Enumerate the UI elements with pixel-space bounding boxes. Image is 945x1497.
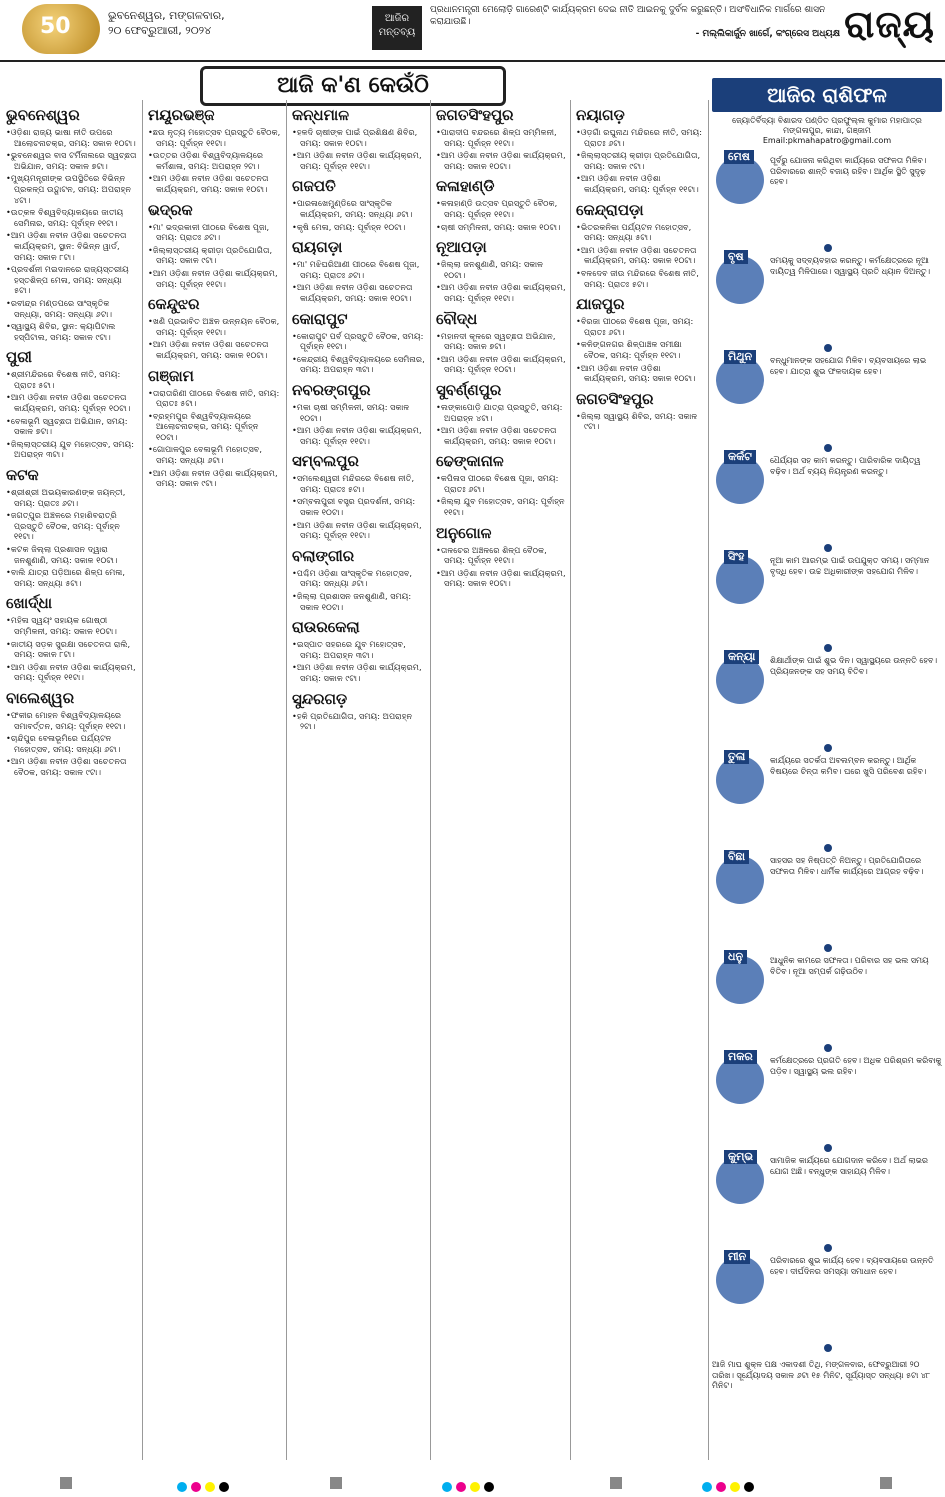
event-entry: • ମା' ମଝିଘରିଆଣୀ ପୀଠରେ ବିଶେଷ ପୂଜା, ସମୟ: ପ୍ରାତଃ ୬ଟା। (292, 259, 426, 280)
event-entry: • ଆମ ଓଡ଼ିଶା ନବୀନ ଓଡ଼ିଶା ସଚେତନତା କାର୍ଯ୍ୟକ୍ରମ, ସମୟ: ସକାଳ ୧୦ଟା। (292, 282, 426, 303)
zodiac-prediction: ଆଧୁନିକ କାମରେ ସଫଳତା। ପରିବାର ସହ ଭଲ ସମୟ ବିତିବ। ନୂଆ ସମ୍ପର୍କ ଗଢ଼ିଉଠିବ। (770, 956, 929, 976)
district-heading: ନବରଙ୍ଗପୁର (292, 380, 371, 399)
masthead (0, 0, 945, 62)
event-entry: • ବିରଜା ପୀଠରେ ବିଶେଷ ପୂଜା, ସମୟ: ପ୍ରାତଃ ୬ଟା। (576, 316, 704, 337)
zodiac-name: ସିଂହ (724, 550, 748, 564)
zodiac-entry (712, 550, 942, 646)
event-entry: • ଖଣି ପ୍ରଭାବିତ ଅଞ୍ଚଳ ଉନ୍ନୟନ ବୈଠକ, ସମୟ: ପୂର୍ବାହ୍ନ ୧୧ଟା। (148, 316, 282, 337)
event-entry: • ବାଲି ଯାତ୍ରା ପଡ଼ିଆରେ ଶିଳ୍ପ ମେଳା, ସମୟ: ସନ୍ଧ୍ୟା ୫ଟା। (6, 567, 138, 588)
event-entry: • ଆମ ଓଡ଼ିଶା ନବୀନ ଓଡ଼ିଶା କାର୍ଯ୍ୟକ୍ରମ, ସମୟ: ସକାଳ ୧୦ଟା। (436, 150, 566, 171)
cmyk-marks (175, 1477, 231, 1489)
event-entry: • ପଶ୍ଚିମ ଓଡ଼ିଶା ସାଂସ୍କୃତିକ ମହୋତ୍ସବ, ସମୟ: ସନ୍ଧ୍ୟା ୬ଟା। (292, 568, 426, 589)
event-entry: • ଉତ୍ତର ଓଡ଼ିଶା ବିଶ୍ୱବିଦ୍ୟାଳୟରେ କର୍ମଶାଳା, ସମୟ: ଅପରାହ୍ନ ୨ଟା। (148, 150, 282, 171)
zodiac-name: ଧନୁ (724, 950, 747, 964)
district-heading: ଗଞ୍ଜାମ (148, 366, 194, 385)
district-heading: ନୟାଗଡ଼ (576, 106, 625, 124)
district-heading: ବଲାଙ୍ଗୀର (292, 546, 355, 565)
event-entry: • ଆମ ଓଡ଼ିଶା ନବୀନ ଓଡ଼ିଶା କାର୍ଯ୍ୟକ୍ରମ, ସମୟ: ପୂର୍ବାହ୍ନ ୧୧ଟା। (576, 173, 704, 194)
district-heading: ସୁବର୍ଣ୍ଣପୁର (436, 380, 502, 399)
event-entry: • ଜିଲ୍ଲା ଜନଶୁଣାଣି, ସମୟ: ସକାଳ ୧୦ଟା। (436, 259, 566, 280)
district-heading: କେନ୍ଦୁଝର (148, 295, 200, 314)
zodiac-prediction: ପରିବାରରେ ଶୁଭ କାର୍ଯ୍ୟ ହେବ। ବ୍ୟବସାୟରେ ଉନ୍ନତି ହେବ। ଦୀର୍ଘଦିନର ସମସ୍ୟା ସମାଧାନ ହେବ। (770, 1256, 934, 1276)
district-heading: ଭଦ୍ରକ (148, 200, 193, 219)
district-heading: କଟକ (6, 466, 39, 485)
district-heading: ଗଜପତି (292, 177, 336, 196)
zodiac-entry (712, 750, 942, 846)
separator-dot (824, 1344, 832, 1352)
registration-mark (610, 1477, 622, 1489)
horoscope-panel (712, 78, 942, 1478)
column-divider (708, 100, 709, 1460)
astrologer-name: ଜ୍ୟୋତିର୍ବିଦ୍ୟା ବିଶାରଦ ପଣ୍ଡିତ ପ୍ରଫୁଲ୍ଲ କୁମାର ମହାପାତ୍ର (732, 116, 922, 125)
district-heading: ସୁନ୍ଦରଗଡ଼ (292, 689, 348, 708)
dateline-date: ୨୦ ଫେବ୍ରୁଆରୀ, ୨୦୨୪ (108, 24, 212, 37)
event-entry: • ଆମ ଓଡ଼ିଶା ନବୀନ ଓଡ଼ିଶା କାର୍ଯ୍ୟକ୍ରମ, ସମୟ: ପୂର୍ବାହ୍ନ ୧୧ଟା। (292, 150, 426, 171)
event-entry: • ହକି ପ୍ରତିଯୋଗିତା, ସମୟ: ଅପରାହ୍ନ ୨ଟା। (292, 711, 426, 732)
event-entry: • କୃଷି ମେଳା, ସମୟ: ପୂର୍ବାହ୍ନ ୧୦ଟା। (292, 222, 426, 233)
district-heading: ବାଲେଶ୍ୱର (6, 688, 75, 707)
event-entry: • ଜିଲ୍ଲା ଯୁବ ମହୋତ୍ସବ, ସମୟ: ପୂର୍ବାହ୍ନ ୧୧ଟା। (436, 496, 566, 517)
event-entry: • ସ୍ୱାସ୍ଥ୍ୟ ଶିବିର, ସ୍ଥାନ: କ୍ୟାପିଟାଲ ହସ୍ପିଟାଲ, ସମୟ: ସକାଳ ୯ଟା। (6, 321, 138, 342)
event-entry: • ଆମ ଓଡ଼ିଶା ନବୀନ ଓଡ଼ିଶା ସଚେତନତା ବୈଠକ, ସମୟ: ସକାଳ ୯ଟା। (6, 756, 138, 777)
zodiac-entry (712, 150, 942, 246)
zodiac-name: କୁମ୍ଭ (724, 1150, 757, 1164)
events-banner: ଆଜି କ'ଣ କେଉଁଠି (200, 66, 506, 106)
district-heading: କଳାହାଣ୍ଡି (436, 177, 495, 196)
event-entry: • ତାରାତାରିଣୀ ପୀଠରେ ବିଶେଷ ନୀତି, ସମୟ: ପ୍ରାତଃ ୫ଟା। (148, 388, 282, 409)
event-entry: • ମା' ଭଦ୍ରକାଳୀ ପୀଠରେ ବିଶେଷ ପୂଜା, ସମୟ: ପ୍ରାତଃ ୬ଟା। (148, 222, 282, 243)
event-entry: • ମହିଳା ସ୍ୱୟଂ ସହାୟକ ଗୋଷ୍ଠୀ ସମ୍ମିଳନୀ, ସମୟ: ସକାଳ ୧୦ଟା। (6, 615, 138, 636)
district-heading: ଭୁବନେଶ୍ୱର (6, 106, 80, 124)
event-entry: • ଓଡ଼ଗାଁ ରଘୁନାଥ ମନ୍ଦିରରେ ନୀତି, ସମୟ: ପ୍ରାତଃ ୬ଟା। (576, 127, 704, 148)
separator-dot (824, 1044, 832, 1052)
dateline-place-day: ଭୁବନେଶ୍ୱର, ମଙ୍ଗଳବାର, (108, 9, 225, 22)
column-divider (430, 100, 431, 1460)
events-column-3 (292, 100, 426, 1460)
event-entry: • ଗୋପାଳପୁର ବେଳାଭୂମି ମହୋତ୍ସବ, ସମୟ: ସନ୍ଧ୍ୟା ୬ଟା। (148, 444, 282, 465)
event-entry: • ସମଲେଶ୍ୱରୀ ମନ୍ଦିରରେ ବିଶେଷ ନୀତି, ସମୟ: ପ୍ରାତଃ ୫ଟା। (292, 473, 426, 494)
zodiac-entry (712, 350, 942, 446)
separator-dot (824, 244, 832, 252)
separator-dot (824, 444, 832, 452)
zodiac-name: ତୁଳା (724, 750, 749, 764)
zodiac-prediction: କାର୍ଯ୍ୟରେ ସତର୍କତା ଅବଲମ୍ବନ କରନ୍ତୁ। ଆର୍ଥିକ ବିଷୟରେ ଚିନ୍ତା କମିବ। ଘରେ ଖୁସି ପରିବେଶ ରହିବ। (770, 756, 927, 776)
event-entry: • ଇସ୍ପାତ ସହରରେ ଯୁବ ମହୋତ୍ସବ, ସମୟ: ଅପରାହ୍ନ ୩ଟା। (292, 639, 426, 660)
event-entry: • ଆମ ଓଡ଼ିଶା ନବୀନ ଓଡ଼ିଶା କାର୍ଯ୍ୟକ୍ରମ, ସମୟ: ପୂର୍ବାହ୍ନ ୧୧ଟା। (148, 268, 282, 289)
registration-mark (60, 1477, 72, 1489)
event-entry: • ଉତ୍କଳ ବିଶ୍ୱବିଦ୍ୟାଳୟରେ ଜାତୀୟ ସେମିନାର, ସମୟ: ପୂର୍ବାହ୍ନ ୧୧ଟା। (6, 207, 138, 228)
event-entry: • ଚାଷୀ ସମ୍ମିଳନୀ, ସମୟ: ସକାଳ ୧୦ଟା। (436, 222, 566, 233)
event-entry: • ଜିଲ୍ଲାସ୍ତରୀୟ ଯୁବ ମହୋତ୍ସବ, ସମୟ: ଅପରାହ୍ନ ୩ଟା। (6, 439, 138, 460)
events-column-1 (6, 100, 138, 1460)
event-entry: • ଆମ ଓଡ଼ିଶା ନବୀନ ଓଡ଼ିଶା ସଚେତନତା କାର୍ଯ୍ୟକ୍ରମ, ସମୟ: ସକାଳ ୧୦ଟା। (436, 425, 566, 446)
separator-dot (824, 1244, 832, 1252)
district-heading: କେନ୍ଦ୍ରାପଡ଼ା (576, 200, 644, 219)
district-heading: ମୟୂରଭଞ୍ଜ (148, 106, 215, 124)
event-entry: • ଆମ ଓଡ଼ିଶା ନବୀନ ଓଡ଼ିଶା କାର୍ଯ୍ୟକ୍ରମ, ସମୟ: ସକାଳ ୯ଟା। (292, 662, 426, 683)
event-entry: • ଜିଲ୍ଲାସ୍ତରୀୟ କ୍ରୀଡ଼ା ପ୍ରତିଯୋଗିତା, ସମୟ: ସକାଳ ୯ଟା। (576, 150, 704, 171)
event-entry: • ମୁଖ୍ୟମନ୍ତ୍ରୀଙ୍କ ଉପସ୍ଥିତିରେ ବିଭିନ୍ନ ପ୍ରକଳ୍ପ ଉଦ୍ଘାଟନ, ସମୟ: ଅପରାହ୍ନ ୪ଟା। (6, 173, 138, 205)
zodiac-entry (712, 1250, 942, 1346)
event-entry: • ମକା ଚାଷୀ ସମ୍ମିଳନୀ, ସମୟ: ସକାଳ ୧୦ଟା। (292, 402, 426, 423)
column-divider (142, 100, 143, 1460)
event-entry: • କଳାହାଣ୍ଡି ଉତ୍ସବ ପ୍ରସ୍ତୁତି ବୈଠକ, ସମୟ: ପୂର୍ବାହ୍ନ ୧୧ଟା। (436, 198, 566, 219)
zodiac-entry (712, 250, 942, 346)
column-divider (286, 100, 287, 1460)
district-heading: ସମ୍ବଲପୁର (292, 452, 359, 471)
event-entry: • ଆମ ଓଡ଼ିଶା ନବୀନ ଓଡ଼ିଶା କାର୍ଯ୍ୟକ୍ରମ, ସମୟ: ପୂର୍ବାହ୍ନ ୧୧ଟା। (292, 520, 426, 541)
zodiac-entry (712, 950, 942, 1046)
district-heading: ଖୋର୍ଦ୍ଧା (6, 594, 53, 613)
separator-dot (824, 544, 832, 552)
event-entry: • ଆମ ଓଡ଼ିଶା ନବୀନ ଓଡ଼ିଶା ସଚେତନତା କାର୍ଯ୍ୟକ୍ରମ, ସମୟ: ପୂର୍ବାହ୍ନ ୧୦ଟା। (6, 392, 138, 413)
astrologer-address: ମଙ୍ଗଳାପୁର, କାନ୍ଦା, ଗଞ୍ଜାମ (783, 126, 871, 135)
event-entry: • ଲଙ୍କାପୋଡ଼ି ଯାତ୍ରା ପ୍ରସ୍ତୁତି, ସମୟ: ଅପରାହ୍ନ ୪ଟା। (436, 402, 566, 423)
event-entry: • ଜଗତ୍‌ପୁର ଅଞ୍ଚଳରେ ମହାଶିବରାତ୍ରି ପ୍ରସ୍ତୁତି ବୈଠକ, ସମୟ: ପୂର୍ବାହ୍ନ ୧୧ଟା। (6, 510, 138, 542)
event-entry: • କୋରାପୁଟ ପର୍ବ ପ୍ରସ୍ତୁତି ବୈଠକ, ସମୟ: ପୂର୍ବାହ୍ନ ୧୧ଟା। (292, 331, 426, 352)
event-entry: • ଜାତୀୟ ସଡ଼କ ସୁରକ୍ଷା ସଚେତନତା ରାଲି, ସମୟ: ସକାଳ ୮ଟା। (6, 639, 138, 660)
zodiac-name: ବୃଷ (724, 250, 748, 264)
zodiac-entry (712, 450, 942, 546)
dateline (108, 8, 225, 38)
zodiac-entry (712, 850, 942, 946)
cmyk-marks (440, 1477, 496, 1489)
zodiac-prediction: ଶିକ୍ଷାର୍ଥୀଙ୍କ ପାଇଁ ଶୁଭ ଦିନ। ସ୍ୱାସ୍ଥ୍ୟରେ ଉନ୍ନତି ହେବ। ପ୍ରିୟଜନଙ୍କ ସହ ସମୟ ବିତିବ। (770, 656, 938, 676)
astrologer-email: Email:pkmahapatro@gmail.com (762, 136, 892, 145)
district-heading: ଅନୁଗୋଳ (436, 523, 492, 542)
zodiac-entry (712, 1050, 942, 1146)
event-entry: • ଜିଲ୍ଲା ପ୍ରଶାସନ ଜନଶୁଣାଣି, ସମୟ: ସକାଳ ୧୦ଟା। (292, 591, 426, 612)
event-entry: • ଓଡ଼ିଶା ରାଜ୍ୟ ଭାଷା ନୀତି ଉପରେ ଆଲୋଚନାଚକ୍ର, ସମୟ: ସକାଳ ୧୦ଟା। (6, 127, 138, 148)
event-entry: • ଆମ ଓଡ଼ିଶା ନବୀନ ଓଡ଼ିଶା କାର୍ଯ୍ୟକ୍ରମ, ସମୟ: ସକାଳ ୧୦ଟା। (436, 568, 566, 589)
zodiac-prediction: ବନ୍ଧୁମାନଙ୍କ ସହଯୋଗ ମିଳିବ। ବ୍ୟବସାୟରେ ଲାଭ ହେବ। ଯାତ୍ରା ଶୁଭ ଫଳଦାୟକ ହେବ। (770, 356, 927, 376)
event-entry: • ଆମ ଓଡ଼ିଶା ନବୀନ ଓଡ଼ିଶା କାର୍ଯ୍ୟକ୍ରମ, ସମୟ: ସକାଳ ୧୦ଟା। (576, 363, 704, 384)
event-entry: • ଚାନ୍ଦିପୁର ବେଳାଭୂମିରେ ପର୍ଯ୍ୟଟନ ମହୋତ୍ସବ, ସମୟ: ସନ୍ଧ୍ୟା ୬ଟା। (6, 733, 138, 754)
zodiac-prediction: ପୂର୍ବରୁ ଯୋଜନା କରିଥିବା କାର୍ଯ୍ୟରେ ସଫଳତା ମିଳିବ। ପରିବାରରେ ଶାନ୍ତି ବଜାୟ ରହିବ। ଆର୍ଥିକ ସ୍ଥିତି ସୁଦୃଢ଼ ହେବ। (770, 156, 927, 186)
print-registration-footer (0, 1467, 945, 1497)
zodiac-entry (712, 650, 942, 746)
zodiac-name: ମିଥୁନ (724, 350, 756, 364)
event-entry: • କଳିଙ୍ଗନଗର ଶିଳ୍ପାଞ୍ଚଳ ସମୀକ୍ଷା ବୈଠକ, ସମୟ: ପୂର୍ବାହ୍ନ ୧୧ଟା। (576, 339, 704, 360)
quote-of-day (430, 4, 840, 40)
separator-dot (824, 344, 832, 352)
zodiac-entry (712, 1150, 942, 1246)
logo-number: 50 (40, 14, 71, 39)
registration-mark (330, 1477, 342, 1489)
zodiac-prediction: ନୂଆ କାମ ଆରମ୍ଭ ପାଇଁ ଉପଯୁକ୍ତ ସମୟ। ସମ୍ମାନ ବୃଦ୍ଧି ହେବ। ଉଚ୍ଚ ଅଧିକାରୀଙ୍କ ସହଯୋଗ ମିଳିବ। (770, 556, 930, 576)
district-heading: ରାଉରକେଲା (292, 618, 360, 637)
zodiac-name: ମେଷ (724, 150, 754, 164)
event-entry: • ଶ୍ରୀଶ୍ରୀ ଅଭୟକାରଣଙ୍କ ଜୟନ୍ତୀ, ସମୟ: ପ୍ରାତଃ ୬ଟା। (6, 487, 138, 508)
district-heading: ଜଗତସିଂହପୁର (576, 389, 654, 408)
zodiac-name: ମୀନ (724, 1250, 750, 1264)
event-entry: • ଭୁବନେଶ୍ୱର ବାସ ଟର୍ମିନାଲରେ ସ୍ୱଚ୍ଛତା ଅଭିଯାନ, ସମୟ: ସକାଳ ୭ଟା। (6, 150, 138, 171)
event-entry: • ପାରଳାଖେମୁଣ୍ଡିରେ ସାଂସ୍କୃତିକ କାର୍ଯ୍ୟକ୍ରମ, ସମୟ: ସନ୍ଧ୍ୟା ୬ଟା। (292, 198, 426, 219)
event-entry: • କପିଳାସ ପୀଠରେ ବିଶେଷ ପୂଜା, ସମୟ: ପ୍ରାତଃ ୬ଟା। (436, 473, 566, 494)
event-entry: • ଛଉ ନୃତ୍ୟ ମହୋତ୍ସବ ପ୍ରସ୍ତୁତି ବୈଠକ, ସମୟ: ପୂର୍ବାହ୍ନ ୧୧ଟା। (148, 127, 282, 148)
almanac-text: ଆଜି ମାଘ ଶୁକ୍ଳ ପକ୍ଷ ଏକାଦଶୀ ତିଥି, ମଙ୍ଗଳବାର, ଫେବ୍ରୁଆରୀ ୨୦ ତାରିଖ। ସୂର୍ଯ୍ୟୋଦୟ ସକାଳ ୬ଟା ୧୫ ମିନିଟ, ସୂର୍ଯ୍ୟାସ୍ତ ସନ୍ଧ୍ୟା ୫ଟା ୪୮ ମିନିଟ। (712, 1360, 931, 1390)
district-heading: ଜଗତସିଂହପୁର (436, 106, 514, 124)
district-heading: ରାୟଗଡ଼ା (292, 238, 343, 257)
anniversary-logo (22, 4, 100, 54)
event-entry: • ତାଳଚେର ଅଞ୍ଚଳରେ ଶିଳ୍ପ ବୈଠକ, ସମୟ: ପୂର୍ବାହ୍ନ ୧୧ଟା। (436, 545, 566, 566)
event-entry: • ମହାନଦୀ କୂଳରେ ସ୍ୱଚ୍ଛତା ଅଭିଯାନ, ସମୟ: ସକାଳ ୭ଟା। (436, 331, 566, 352)
event-entry: • କେନ୍ଦ୍ରୀୟ ବିଶ୍ୱବିଦ୍ୟାଳୟରେ ସେମିନାର, ସମୟ: ଅପରାହ୍ନ ୩ଟା। (292, 354, 426, 375)
zodiac-name: କର୍କଟ (724, 450, 756, 464)
cmyk-marks (700, 1477, 756, 1489)
horoscope-title: ଆଜିର ରାଶିଫଳ (712, 78, 942, 112)
event-entry: • ପାରାଦୀପ ବନ୍ଦରରେ ଶିଳ୍ପ ସମ୍ମିଳନୀ, ସମୟ: ପୂର୍ବାହ୍ନ ୧୧ଟା। (436, 127, 566, 148)
event-entry: • ଆମ ଓଡ଼ିଶା ନବୀନ ଓଡ଼ିଶା ସଚେତନତା କାର୍ଯ୍ୟକ୍ରମ, ସ୍ଥାନ: ବିଭିନ୍ନ ୱାର୍ଡ, ସମୟ: ସକାଳ ୮ଟା। (6, 230, 138, 262)
zodiac-prediction: ସାହସର ସହ ନିଷ୍ପତ୍ତି ନିଅନ୍ତୁ। ପ୍ରତିଯୋଗିତାରେ ସଫଳତା ମିଳିବ। ଧାର୍ମିକ କାର୍ଯ୍ୟରେ ଆଗ୍ରହ ବଢ଼ିବ। (770, 856, 924, 876)
event-entry: • ଭିତରକନିକା ପର୍ଯ୍ୟଟନ ମହୋତ୍ସବ, ସମୟ: ସନ୍ଧ୍ୟା ୫ଟା। (576, 222, 704, 243)
separator-dot (824, 1144, 832, 1152)
column-divider (570, 100, 571, 1460)
district-heading: ପୁରୀ (6, 348, 32, 367)
event-entry: • କଟକ ଜିଲ୍ଲା ପ୍ରଶାସନ ଦ୍ୱାରା ଜନଶୁଣାଣି, ସମୟ: ସକାଳ ୧୦ଟା। (6, 544, 138, 565)
event-entry: • ଶ୍ରୀମନ୍ଦିରରେ ବିଶେଷ ନୀତି, ସମୟ: ପ୍ରାତଃ ୫ଟା। (6, 369, 138, 390)
event-entry: • ଫକୀର ମୋହନ ବିଶ୍ୱବିଦ୍ୟାଳୟରେ ସମାବର୍ତ୍ତନ, ସମୟ: ପୂର୍ବାହ୍ନ ୧୧ଟା। (6, 710, 138, 731)
quote-author: - ମଲ୍ଲିକାର୍ଜୁନ ଖାର୍ଗେ, କଂଗ୍ରେସ ଅଧ୍ୟକ୍ଷ (695, 29, 840, 39)
zodiac-name: ବିଛା (724, 850, 749, 864)
event-entry: • ଜିଲ୍ଲାସ୍ତରୀୟ କ୍ରୀଡ଼ା ପ୍ରତିଯୋଗିତା, ସମୟ: ସକାଳ ୯ଟା। (148, 245, 282, 266)
event-entry: • ଆମ ଓଡ଼ିଶା ନବୀନ ଓଡ଼ିଶା ସଚେତନତା କାର୍ଯ୍ୟକ୍ରମ, ସମୟ: ସକାଳ ୧୦ଟା। (148, 173, 282, 194)
section-title: ରାଜ୍ୟ (844, 2, 935, 46)
event-entry: • ପ୍ରଦର୍ଶନୀ ମଇଦାନରେ ରାଜ୍ୟସ୍ତରୀୟ ହସ୍ତଶିଳ୍ପ ମେଳା, ସମୟ: ସନ୍ଧ୍ୟା ୫ଟା। (6, 264, 138, 296)
zodiac-list (712, 150, 942, 1346)
zodiac-prediction: ସାମାଜିକ କାର୍ଯ୍ୟରେ ଯୋଗଦାନ କରିବେ। ଅର୍ଥ ଲାଭର ଯୋଗ ଅଛି। ବନ୍ଧୁଙ୍କ ସାହାଯ୍ୟ ମିଳିବ। (770, 1156, 928, 1176)
events-column-2 (148, 100, 282, 1460)
event-entry: • ବ୍ରହ୍ମପୁର ବିଶ୍ୱବିଦ୍ୟାଳୟରେ ଆଲୋଚନାଚକ୍ର, ସମୟ: ପୂର୍ବାହ୍ନ ୧୦ଟା। (148, 411, 282, 443)
horoscope-byline (712, 116, 942, 146)
zodiac-prediction: ଧୈର୍ଯ୍ୟର ସହ କାମ କରନ୍ତୁ। ପାରିବାରିକ ଦାୟିତ୍ୱ ବଢ଼ିବ। ଅର୍ଥ ବ୍ୟୟ ନିୟନ୍ତ୍ରଣ କରନ୍ତୁ। (770, 456, 921, 476)
event-entry: • ରବୀନ୍ଦ୍ର ମଣ୍ଡପରେ ସାଂସ୍କୃତିକ ସନ୍ଧ୍ୟା, ସମୟ: ସନ୍ଧ୍ୟା ୬ଟା। (6, 298, 138, 319)
event-entry: • ଜିଲ୍ଲା ସ୍ୱାସ୍ଥ୍ୟ ଶିବିର, ସମୟ: ସକାଳ ୯ଟା। (576, 411, 704, 432)
event-entry: • ଆମ ଓଡ଼ିଶା ନବୀନ ଓଡ଼ିଶା କାର୍ଯ୍ୟକ୍ରମ, ସମୟ: ସକାଳ ୯ଟା। (148, 468, 282, 489)
event-entry: • ସମ୍ବଲପୁରୀ ବସ୍ତ୍ର ପ୍ରଦର୍ଶନୀ, ସମୟ: ସକାଳ ୧୦ଟା। (292, 496, 426, 517)
separator-dot (824, 744, 832, 752)
separator-dot (824, 844, 832, 852)
separator-dot (824, 944, 832, 952)
zodiac-prediction: ସମୟକୁ ସଦ୍‌ବ୍ୟବହାର କରନ୍ତୁ। କର୍ମକ୍ଷେତ୍ରରେ ନୂଆ ଦାୟିତ୍ୱ ମିଳିପାରେ। ସ୍ୱାସ୍ଥ୍ୟ ପ୍ରତି ଧ୍ୟାନ ଦିଅନ୍ତୁ। (770, 256, 931, 276)
district-heading: କନ୍ଧମାଳ (292, 106, 350, 124)
event-entry: • ଆମ ଓଡ଼ିଶା ନବୀନ ଓଡ଼ିଶା ସଚେତନତା କାର୍ଯ୍ୟକ୍ରମ, ସମୟ: ସକାଳ ୧୦ଟା। (148, 339, 282, 360)
separator-dot (824, 644, 832, 652)
zodiac-prediction: କର୍ମକ୍ଷେତ୍ରରେ ପ୍ରଗତି ହେବ। ଅଧିକ ପରିଶ୍ରମ କରିବାକୁ ପଡ଼ିବ। ସ୍ୱାସ୍ଥ୍ୟ ଭଲ ରହିବ। (770, 1056, 942, 1076)
district-heading: ନୂଆପଡ଼ା (436, 238, 487, 257)
district-heading: ଢେଙ୍କାନାଳ (436, 452, 504, 471)
event-entry: • ଆମ ଓଡ଼ିଶା ନବୀନ ଓଡ଼ିଶା କାର୍ଯ୍ୟକ୍ରମ, ସମୟ: ପୂର୍ବାହ୍ନ ୧୧ଟା। (436, 282, 566, 303)
zodiac-name: କନ୍ୟା (724, 650, 759, 664)
quote-text: ପ୍ରଧାନମନ୍ତ୍ରୀ ମେଲୋଡ଼ି ଗାରେଣ୍ଟି କାର୍ଯ୍ୟକ୍ରମ ଦେଇ ନୀତି ଆଇନକୁ ଦୁର୍ବଳ କରୁଛନ୍ତି। ଅସଂବିଧାନିକ ମାର୍ଗରେ ଶାସନ କରାଯାଉଛି। (430, 5, 826, 27)
event-entry: • ହଳଦି ଚାଷୀଙ୍କ ପାଇଁ ପ୍ରଶିକ୍ଷଣ ଶିବିର, ସମୟ: ସକାଳ ୧୦ଟା। (292, 127, 426, 148)
events-column-5 (576, 100, 704, 1460)
event-entry: • ଆମ ଓଡ଼ିଶା ନବୀନ ଓଡ଼ିଶା କାର୍ଯ୍ୟକ୍ରମ, ସମୟ: ପୂର୍ବାହ୍ନ ୧୦ଟା। (436, 354, 566, 375)
district-heading: କୋରାପୁଟ (292, 309, 348, 328)
registration-mark (880, 1477, 892, 1489)
event-entry: • ଆମ ଓଡ଼ିଶା ନବୀନ ଓଡ଼ିଶା କାର୍ଯ୍ୟକ୍ରମ, ସମୟ: ପୂର୍ବାହ୍ନ ୧୧ଟା। (6, 662, 138, 683)
events-column-4 (436, 100, 566, 1460)
district-heading: ଯାଜପୁର (576, 295, 625, 314)
event-entry: • ବେଳାଭୂମି ସ୍ୱଚ୍ଛତା ଅଭିଯାନ, ସମୟ: ସକାଳ ୭ଟା। (6, 416, 138, 437)
event-entry: • ଆମ ଓଡ଼ିଶା ନବୀନ ଓଡ଼ିଶା କାର୍ଯ୍ୟକ୍ରମ, ସମୟ: ପୂର୍ବାହ୍ନ ୧୧ଟା। (292, 425, 426, 446)
district-heading: ବୌଦ୍ଧ (436, 309, 478, 328)
event-entry: • ଆମ ଓଡ଼ିଶା ନବୀନ ଓଡ଼ିଶା ସଚେତନତା କାର୍ଯ୍ୟକ୍ରମ, ସମୟ: ସକାଳ ୧୦ଟା। (576, 245, 704, 266)
comment-box-label: ଆଜିର ମନ୍ତବ୍ୟ (372, 6, 422, 50)
zodiac-name: ମକର (724, 1050, 757, 1064)
event-entry: • ବଳଦେବ ଜୀଉ ମନ୍ଦିରରେ ବିଶେଷ ନୀତି, ସମୟ: ପ୍ରାତଃ ୫ଟା। (576, 268, 704, 289)
